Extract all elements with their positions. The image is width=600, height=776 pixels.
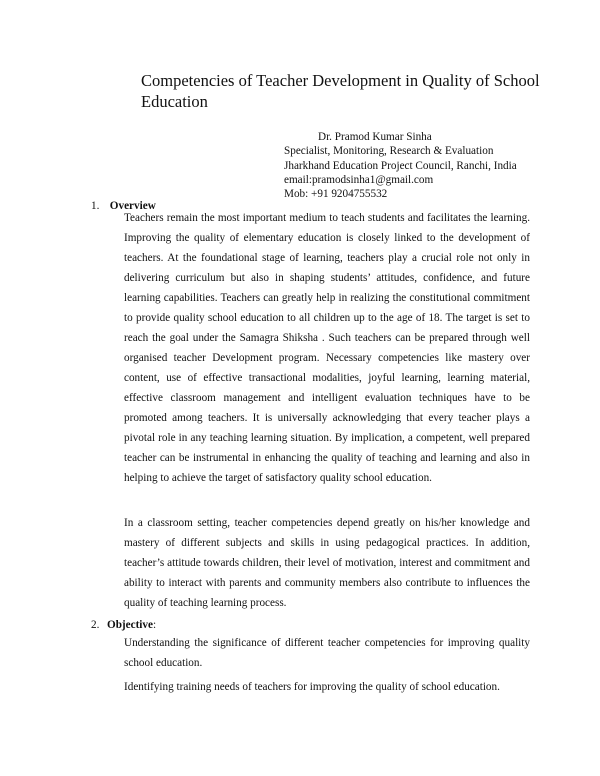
overview-paragraph-1: Teachers remain the most important medium to teach students and facilitates the learning. Improving the quality of elementary education is closely linked to the development of teachers. At the foundational stage of learning, teachers play a crucial role not only in delivering curriculum but also in shaping students’ attitudes, confidence, and future learning capabilities. Teachers can greatly help in realizing the constitutional commitment to provide quality school education to all children up to the age of 18. The target is set to reach the goal under the Samagra Shiksha . Such teachers can be prepared through well organised teacher Development program. Necessary competencies like mastery over content, use of effective transactional modalities, joyful learning, learning material, effective classroom management and intelligent evaluation techniques have to be promoted among teachers. It is universally acknowledging that every teacher plays a pivotal role in any teaching learning situation. By implication, a competent, well prepared teacher can be instrumental in enhancing the quality of teaching and learning and also in helping to achieve the target of satisfactory quality school education. (124, 212, 530, 484)
author-phone: Mob: +91 9204755532 (284, 188, 388, 201)
section-number: 2. (91, 619, 100, 631)
objective-item-2: Identifying training needs of teachers for improving the quality of school education. (124, 681, 500, 693)
section-title: Objective (107, 619, 153, 631)
section-title: Overview (109, 200, 156, 212)
author-name: Dr. Pramod Kumar Sinha (318, 131, 432, 143)
section-heading-objective (91, 618, 156, 632)
author-role: Specialist, Monitoring, Research & Evaluation (284, 145, 494, 158)
author-block (284, 130, 584, 201)
paper-title: Competencies of Teacher Development in Quality of School Education (141, 71, 540, 111)
author-email: email:pramodsinha1@gmail.com (284, 173, 434, 186)
overview-paragraph-2: In a classroom setting, teacher competencies depend greatly on his/her knowledge and mastery of different subjects and skills in using pedagogical practices. In addition, teacher’s attitude towards children, their level of motivation, interest and commitment and ability to interact with parents and community members also contribute to influences the quality of teaching learning process. (124, 517, 530, 609)
author-organization: Jharkhand Education Project Council, Ranchi, India (284, 159, 517, 172)
section-number: 1. (91, 200, 100, 212)
section-title-suffix: : (152, 619, 157, 631)
objective-item-1: Understanding the significance of different teacher competencies for improving quality school education. (124, 637, 530, 669)
